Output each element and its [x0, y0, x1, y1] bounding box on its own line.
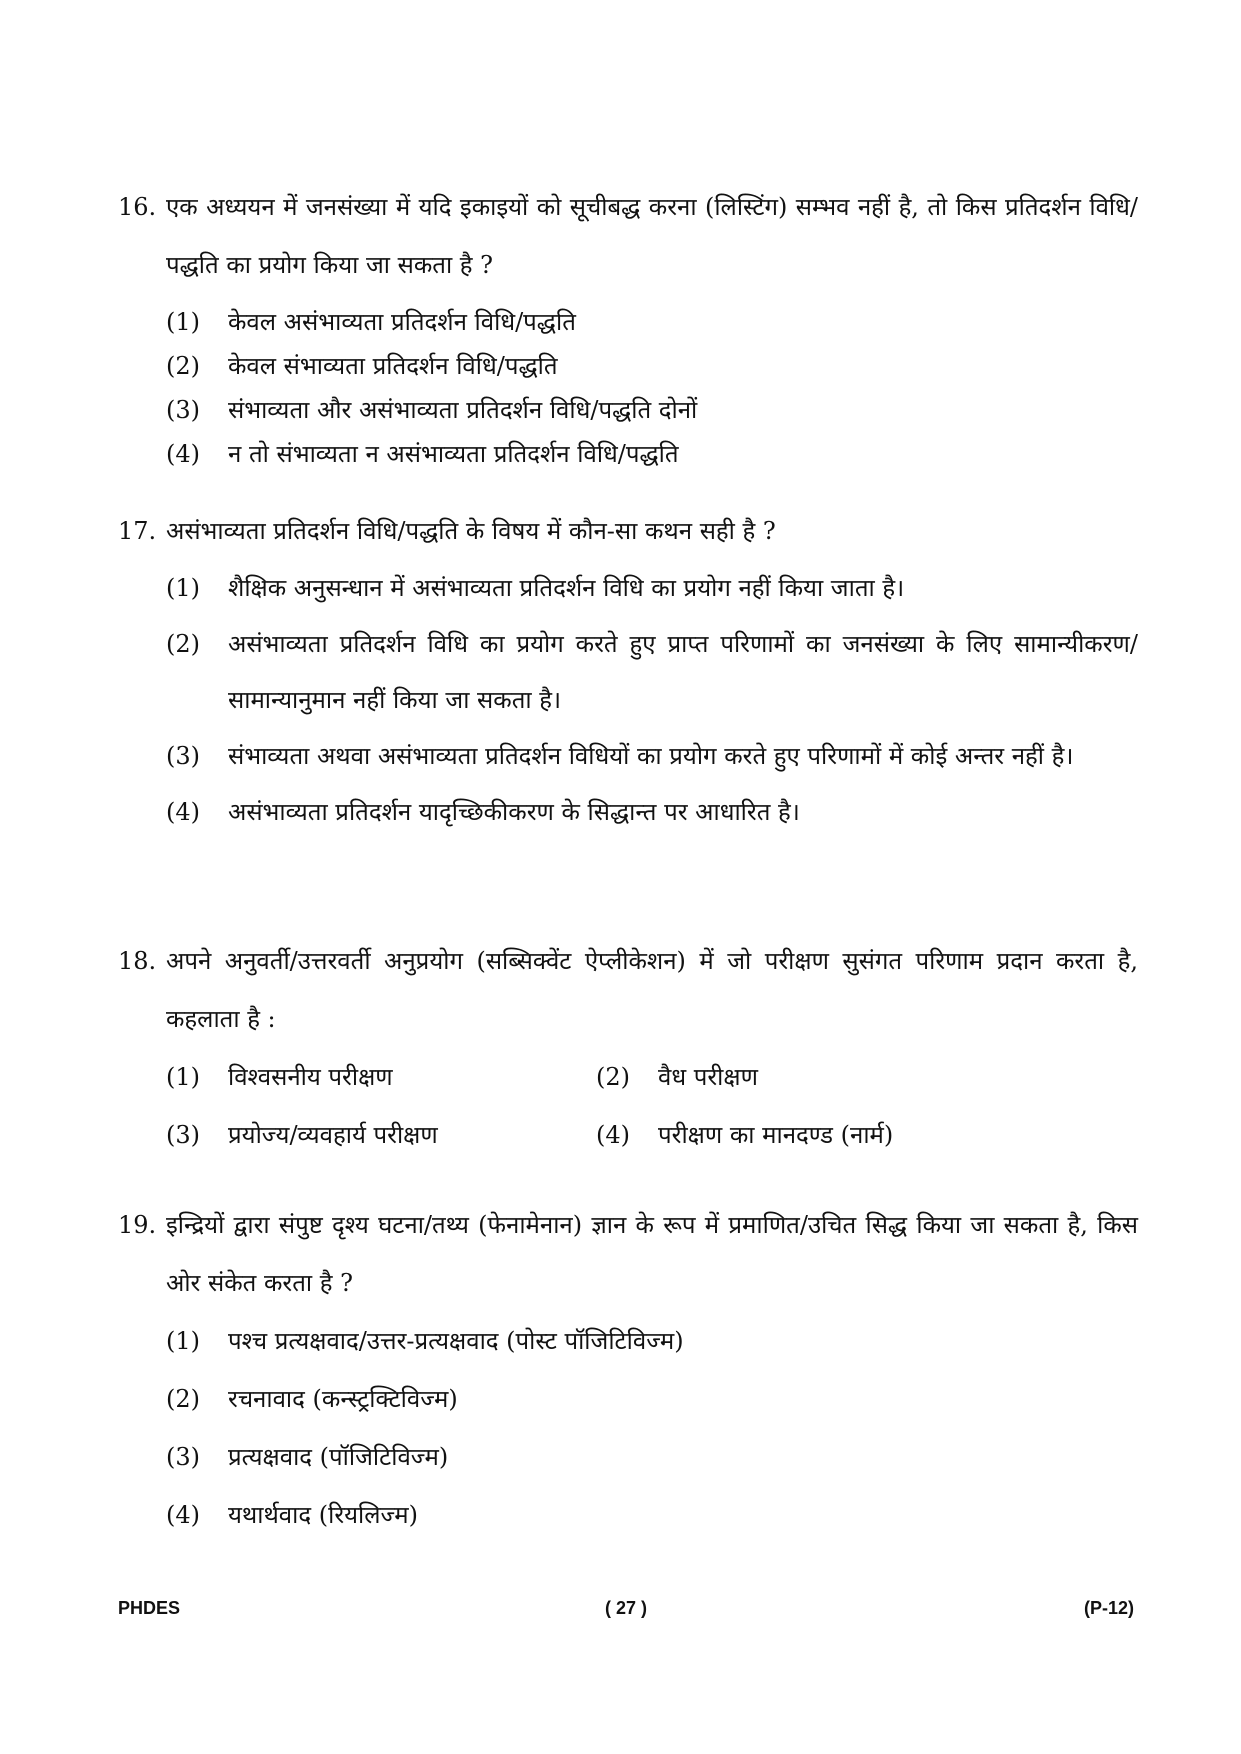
option [596, 1048, 1138, 1106]
option [166, 1048, 596, 1106]
option-number: (1) [166, 308, 200, 336]
option-text: संभाव्यता और असंभाव्यता प्रतिदर्शन विधि/पद्धति दोनों [228, 396, 698, 424]
option-text: वैध परीक्षण [658, 1063, 758, 1091]
question-18 [118, 932, 1138, 1164]
option-text: विश्वसनीय परीक्षण [228, 1063, 393, 1091]
question-text: असंभाव्यता प्रतिदर्शन विधि/पद्धति के विषय में कौन-सा कथन सही है ? [166, 517, 776, 545]
option-text: पश्च प्रत्यक्षवाद/उत्तर-प्रत्यक्षवाद (पोस्ट पॉजिटिविज्म) [228, 1327, 684, 1355]
question-head [118, 178, 1138, 294]
option-number: (3) [166, 742, 200, 770]
question-17 [118, 502, 1138, 840]
option [166, 388, 1138, 432]
option [166, 1106, 596, 1164]
option [166, 1312, 1138, 1370]
option [166, 728, 1138, 784]
option [166, 560, 1138, 616]
option-text: परीक्षण का मानदण्ड (नार्म) [658, 1121, 894, 1149]
option-text: प्रत्यक्षवाद (पॉजिटिविज्म) [228, 1443, 449, 1471]
option-text: संभाव्यता अथवा असंभाव्यता प्रतिदर्शन विधियों का प्रयोग करते हुए परिणामों में कोई अन्तर नहीं है। [228, 742, 1074, 770]
option [166, 1486, 1138, 1544]
option-number: (1) [166, 1327, 200, 1355]
option-number: (1) [166, 574, 200, 602]
option [166, 616, 1138, 728]
question-19 [118, 1196, 1138, 1544]
option [166, 300, 1138, 344]
option-text: केवल संभाव्यता प्रतिदर्शन विधि/पद्धति [228, 352, 558, 380]
question-head [118, 502, 1138, 560]
question-16 [118, 178, 1138, 476]
option-number: (1) [166, 1063, 200, 1091]
question-number: 19. [118, 1211, 157, 1239]
footer-set: (P-12) [1083, 1598, 1134, 1618]
option-number: (4) [166, 798, 200, 826]
option-text: प्रयोज्य/व्यवहार्य परीक्षण [228, 1121, 438, 1149]
footer-code: PHDES [118, 1598, 181, 1618]
option-text: यथार्थवाद (रियलिज्म) [228, 1501, 418, 1529]
option [166, 344, 1138, 388]
option-number: (3) [166, 1443, 200, 1471]
question-text: इन्द्रियों द्वारा संपुष्ट दृश्य घटना/तथ्य (फेनामेनान) ज्ञान के रूप में प्रमाणित/उचित सिद्ध किया जा सकता है, किस ओर संकेत करता है ? [166, 1211, 1138, 1297]
option [166, 1370, 1138, 1428]
option-number: (3) [166, 396, 200, 424]
options-list [166, 1312, 1138, 1544]
question-number: 18. [118, 947, 157, 975]
question-text: अपने अनुवर्ती/उत्तरवर्ती अनुप्रयोग (सब्सिक्वेंट ऐप्लीकेशन) में जो परीक्षण सुसंगत परिणाम प्रदान करता है, कहलाता है : [166, 947, 1138, 1033]
question-head [118, 1196, 1138, 1312]
option-number: (2) [166, 1385, 200, 1413]
option-text: केवल असंभाव्यता प्रतिदर्शन विधि/पद्धति [228, 308, 576, 336]
option-text: असंभाव्यता प्रतिदर्शन यादृच्छिकीकरण के सिद्धान्त पर आधारित है। [228, 798, 800, 826]
option-number: (4) [596, 1121, 630, 1149]
option-number: (4) [166, 1501, 200, 1529]
option-number: (3) [166, 1121, 200, 1149]
question-text: एक अध्ययन में जनसंख्या में यदि इकाइयों को सूचीबद्ध करना (लिस्टिंग) सम्भव नहीं है, तो किस प्रतिदर्शन विधि/पद्धति का प्रयोग किया जा सकता है ? [166, 193, 1138, 279]
option [166, 784, 1138, 840]
option-number: (4) [166, 440, 200, 468]
question-number: 17. [118, 517, 157, 545]
option-text: रचनावाद (कन्स्ट्रक्टिविज्म) [228, 1385, 458, 1413]
page-number: ( 27 ) [604, 1598, 647, 1618]
options-list [166, 300, 1138, 476]
options-list [166, 560, 1138, 840]
option-text: न तो संभाव्यता न असंभाव्यता प्रतिदर्शन विधि/पद्धति [228, 440, 679, 468]
options-grid [166, 1048, 1138, 1164]
option [166, 1428, 1138, 1486]
option [596, 1106, 1138, 1164]
option-text: असंभाव्यता प्रतिदर्शन विधि का प्रयोग करते हुए प्राप्त परिणामों का जनसंख्या के लिए सामान्यीकरण/सामान्यानुमान नहीं किया जा सकता है। [228, 630, 1138, 714]
option [166, 432, 1138, 476]
option-number: (2) [166, 352, 200, 380]
option-number: (2) [596, 1063, 630, 1091]
question-head [118, 932, 1138, 1048]
question-number: 16. [118, 193, 157, 221]
option-text: शैक्षिक अनुसन्धान में असंभाव्यता प्रतिदर्शन विधि का प्रयोग नहीं किया जाता है। [228, 574, 905, 602]
option-number: (2) [166, 630, 200, 658]
